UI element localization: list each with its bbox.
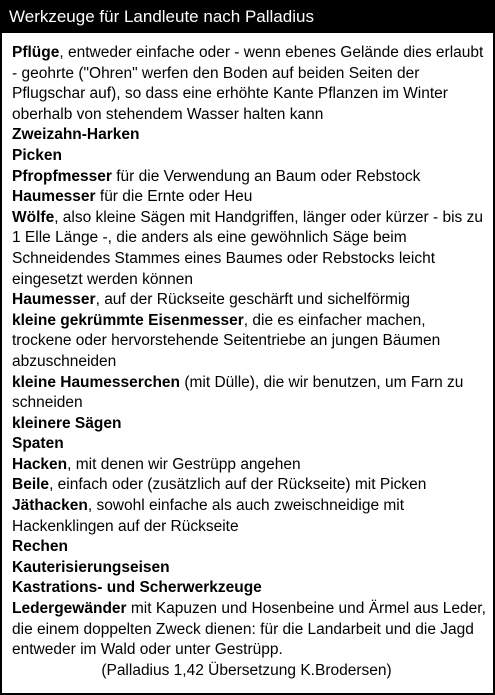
page-title: Werkzeuge für Landleute nach Palladius (9, 7, 314, 26)
tool-term: Haumesser (12, 188, 96, 206)
tool-term: Haumesser (12, 291, 96, 309)
tool-term: Wölfe (12, 208, 55, 226)
list-item-eisenmesser (12, 311, 487, 373)
tool-term: Kastrations- und Scherwerkzeuge (12, 579, 262, 597)
tool-description: , einfach oder (zusätzlich auf der Rückseite) mit Picken (49, 476, 427, 494)
tool-term: Hacken (12, 455, 68, 473)
list-item-jaethacken (12, 496, 487, 537)
tool-term: Ledergewänder (12, 600, 127, 618)
list-item-ledergewaender (12, 599, 487, 661)
title-bar (2, 2, 493, 33)
tool-term: Beile (12, 476, 50, 494)
list-item-spaten (12, 434, 487, 455)
tool-description: (mit Dülle), die wir benutzen, um Farn zu schneiden (12, 373, 464, 412)
tool-term: Rechen (12, 538, 68, 556)
tool-description: , die es einfacher machen, trockene oder hervorstehende Seitentriebe an jungen Bäumen abzuschneiden (12, 311, 441, 370)
tool-description: , auf der Rückseite geschärft und sichelförmig (95, 291, 411, 309)
tool-description: , mit denen wir Gestrüpp angehen (67, 455, 301, 473)
tool-term: Zweizahn-Harken (12, 126, 140, 144)
list-item-haumesser (12, 187, 487, 208)
list-item-rechen (12, 537, 487, 558)
tool-term: kleine Haumesserchen (12, 373, 181, 391)
tool-term: kleine gekrümmte Eisenmesser (12, 311, 244, 329)
list-item-beile (12, 475, 487, 496)
tool-term: Spaten (12, 435, 64, 453)
list-item-zweizahn-harken (12, 125, 487, 146)
source-citation: (Palladius 1,42 Übersetzung K.Brodersen) (101, 661, 392, 679)
tool-term: Jäthacken (12, 497, 88, 515)
list-item-picken (12, 146, 487, 167)
tool-description: für die Verwendung an Baum oder Rebstock (111, 167, 421, 185)
tool-description: , sowohl einfache als auch zweischneidige mit Hackenklingen auf der Rückseite (12, 497, 405, 535)
tool-description: , also kleine Sägen mit Handgriffen, länger oder kürzer - bis zu 1 Elle Länge -, die anders als eine gewöhnlich Säge beim Schneidendes Stammes eines Baumes oder Rebstocks leicht eingesetzt werden können (12, 208, 483, 288)
tool-term: Picken (12, 146, 62, 164)
list-item-pfluege (12, 43, 487, 125)
list-item-hacken (12, 455, 487, 476)
tool-term: Kauterisierungseisen (12, 558, 170, 576)
tool-term: Pfropfmesser (12, 167, 112, 185)
tool-description: mit Kapuzen und Hosenbeine und Ärmel aus Leder, die einem doppelten Zweck dienen: für die Landarbeit und die Jagd entweder im Wald oder unter Gestrüpp. (12, 600, 486, 659)
list-item-pfropfmesser (12, 167, 487, 188)
tool-description: , entweder einfache oder - wenn ebenes Gelände dies erlaubt - geohrte ("Ohren" werfen den Boden auf beiden Seiten der Pflugschar auf), so dass eine erhöhte Kante Pflanzen im Winter oberhalb von stehendem Wasser halten kann (12, 44, 484, 123)
tool-list (12, 43, 487, 681)
list-item-kastrationswerkzeuge (12, 578, 487, 599)
tool-description: für die Ernte oder Heu (95, 188, 253, 206)
tool-term: kleinere Sägen (12, 414, 122, 432)
list-item-haumesserchen (12, 373, 487, 414)
tool-term: Pflüge (12, 44, 60, 61)
list-item-kauterisierungseisen (12, 558, 487, 579)
list-item-woelfe (12, 208, 487, 290)
list-item-kleinere-saegen (12, 414, 487, 435)
list-item-haumesser-sichel (12, 290, 487, 311)
